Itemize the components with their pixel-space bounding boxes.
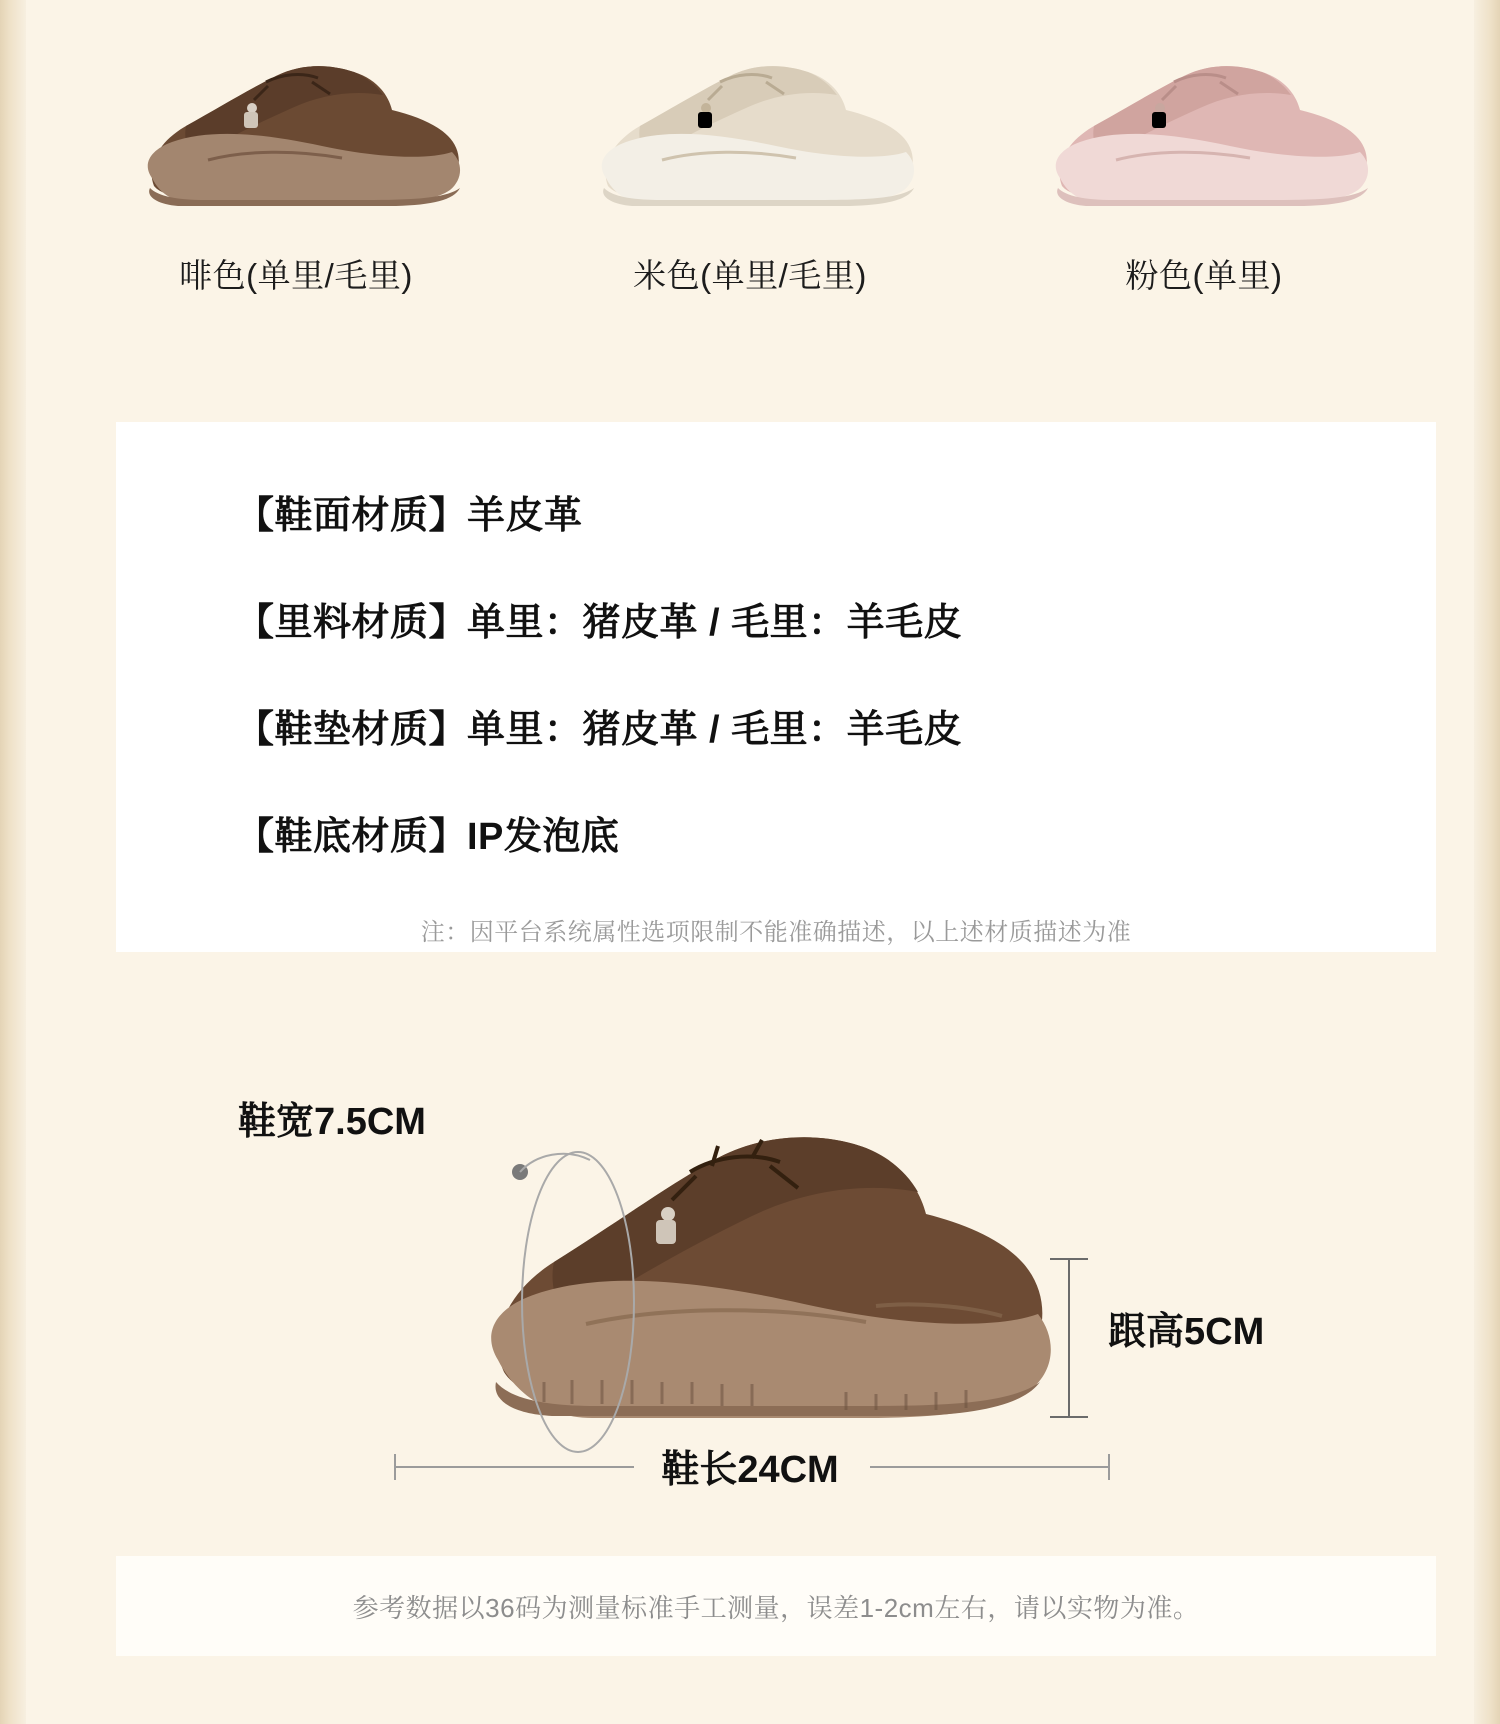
page-content bbox=[26, 0, 1474, 1724]
shoe-beige-icon bbox=[540, 18, 960, 218]
colorway-label: 米色(单里/毛里) bbox=[633, 257, 867, 294]
measurement-diagram bbox=[26, 1000, 1474, 1520]
colorway-item[interactable] bbox=[86, 18, 506, 297]
spec-disclaimer: 注：因平台系统属性选项限制不能准确描述，以上述材质描述为准 bbox=[420, 919, 1132, 946]
right-edge-decoration bbox=[1474, 0, 1500, 1724]
shoe-width-label: 鞋宽7.5CM bbox=[238, 1101, 426, 1143]
colorway-gallery bbox=[26, 0, 1474, 297]
spec-line-upper: 【鞋面材质】羊皮革 bbox=[236, 495, 583, 537]
shoe-measurement-illustration bbox=[446, 1110, 1066, 1445]
colorway-item[interactable] bbox=[540, 18, 960, 297]
shoe-brown-icon bbox=[86, 18, 506, 218]
spec-line-lining: 【里料材质】单里：猪皮革 / 毛里：羊毛皮 bbox=[236, 602, 963, 644]
heel-height-label: 跟高5CM bbox=[1108, 1311, 1265, 1353]
left-edge-decoration bbox=[0, 0, 26, 1724]
colorway-item[interactable] bbox=[994, 18, 1414, 297]
shoe-length-label: 鞋长24CM bbox=[661, 1449, 839, 1491]
heel-height-bracket bbox=[1046, 1258, 1092, 1418]
colorway-label: 粉色(单里) bbox=[1125, 257, 1283, 294]
measurement-disclaimer: 参考数据以36码为测量标准手工测量，误差1-2cm左右，请以实物为准。 bbox=[116, 1556, 1436, 1656]
spec-line-insole: 【鞋垫材质】单里：猪皮革 / 毛里：羊毛皮 bbox=[236, 709, 963, 751]
spec-line-outsole: 【鞋底材质】IP发泡底 bbox=[236, 816, 620, 858]
material-spec-card bbox=[116, 422, 1436, 952]
shoe-pink-icon bbox=[994, 18, 1414, 218]
colorway-label: 啡色(单里/毛里) bbox=[179, 257, 413, 294]
